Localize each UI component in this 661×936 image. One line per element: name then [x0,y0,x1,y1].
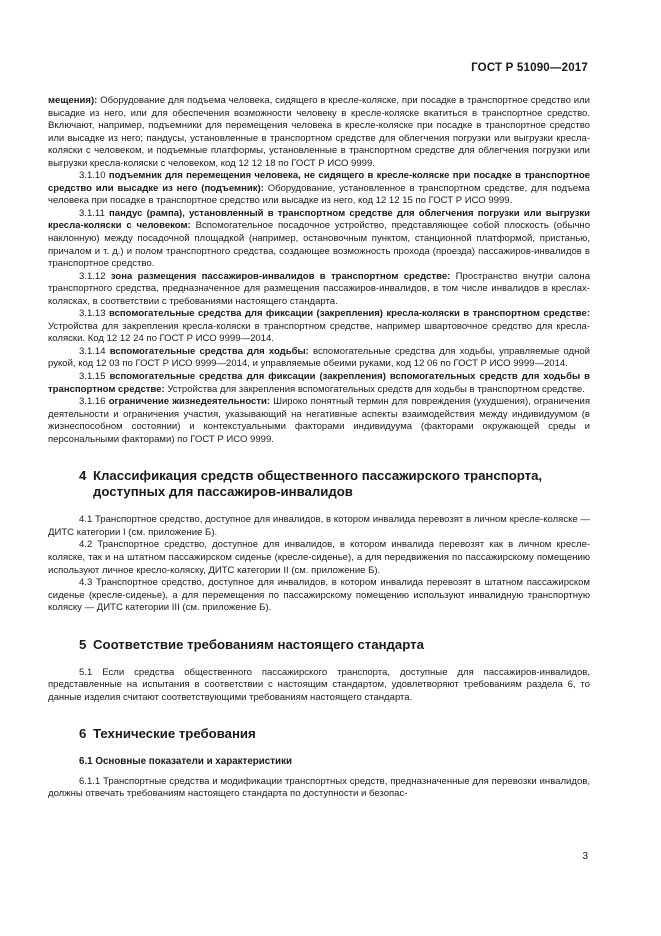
term: вспомогательные средства для ходьбы: [109,345,309,357]
term: ограничение жизнедеятельности: [108,396,271,408]
paragraph-3-1-13 [48,308,590,346]
clause-number: 3.1.11 [79,207,110,219]
definition: Вспомогательное посадочное устройство, представляющее собой плоскость (обычно наклонную) между посадочной площадкой (например, остановочным пунктом, станционной платформой, пристанью, причалом и т. д.) и полом транспортного средства, создающее возможность прохода (проезда) пассажиров-инвалидов в транспортное средство. [48,220,590,270]
clause-number: 3.1.14 [79,345,110,357]
paragraph-3-1-14 [48,346,590,371]
paragraph-4-3: 4.3 Транспортное средство, доступное для инвалидов, в котором инвалида перевозят в штатном пассажирском сиденье (кресле-сиденье), а для перемещения по пассажирскому помещению используют инвалидную транспортную коляску — ДИТС категории III (см. приложение Б). [48,577,590,614]
paragraph-3-1-10 [48,170,590,208]
term: мещения): [48,95,98,106]
definition: Оборудование для подъема человека, сидящего в кресле-коляске, при посадке в транспортное средство или высадке из него, или для обеспечения возможности человеку в кресле-коляске вкатиться в транспортное средство. Включают, например, подъемники для перемещения человека в кресле-коляске при посадке в транспортное средство или высадке из него; пандусы, установленные в транспортном средстве для облегчения погрузки или выгрузки кресла-коляски с человеком, и подъемные платформы, установленные в транспортном средстве для облегчения погрузки или выгрузки кресла-коляски с человеком, код 12 12 18 по ГОСТ Р ИСО 9999. [48,95,590,169]
clause-number: 3.1.10 [79,170,109,182]
term: вспомогательные средства для фиксации (закрепления) вспомогательных средств для ходьбы в транспортном средстве: [48,371,591,395]
section-number: 4 [79,468,87,484]
document-body [48,95,590,801]
section-title-line2: доступных для пассажиров-инвалидов [93,484,353,500]
clause-number: 3.1.15 [79,371,110,383]
paragraph-4-2: 4.2 Транспортное средство, доступное для инвалидов, в котором инвалида перевозят как в личном кресле-коляске, так и на штатном пассажирском сиденье (кресле-сиденье), а для передвижения по пассажирскому помещению используют личное кресло-коляску, ДИТС категории II (см. приложение Б). [48,539,590,576]
paragraph-3-1-11 [48,208,590,271]
section-title: Технические требования [93,726,256,742]
term: пандус (рампа), установленный в транспортном средстве для облегчения погрузки или выгрузки кресла-коляски с человеком: [48,207,590,232]
paragraph-5-1: 5.1 Если средства общественного пассажирского транспорта, доступные для пассажиров-инвалидов, представленные на испытания в соответствии с настоящим стандартом, удовлетворяют требованиям раздела 6, то данные изделия считают соответствующими требованиям настоящего стандарта. [48,666,590,703]
definition: Устройства для закрепления вспомогательных средств для ходьбы в транспортном средстве. [164,383,585,395]
page-number: 3 [582,851,588,862]
paragraph-3-1-16 [48,396,590,446]
term: зона размещения пассажиров-инвалидов в транспортном средстве: [110,270,451,282]
definition: Устройства для закрепления кресла-коляски в транспортном средстве, например швартовочное средство для кресла-коляски. Код 12 12 24 по ГОСТ Р ИСО 9999—2014. [48,320,590,345]
section-number: 6 [79,726,87,742]
clause-number: 3.1.13 [79,308,109,320]
paragraph-3-1-12 [48,271,590,309]
subsection-6-1-heading: 6.1 Основные показатели и характеристики [79,756,292,768]
definition: Оборудование, установленное в транспортном средстве, для подъема человека при посадке в транспортное средство или высадке из него, код 12 12 15 по ГОСТ Р ИСО 9999. [48,182,590,207]
section-title: Соответствие требованиям настоящего стандарта [93,636,424,652]
paragraph-6-1-1: 6.1.1 Транспортные средства и модификации транспортных средств, предназначенные для перевозки инвалидов, должны отвечать требованиям настоящего стандарта по доступности и безопас- [48,775,590,800]
clause-number: 3.1.12 [79,270,111,282]
definition: Пространство внутри салона транспортного средства, предназначенное для размещения пассажиров-инвалидов, в том числе инвалидов в креслах-колясках, в соответствии с требованиями настоящего стандарта. [48,270,591,307]
term: вспомогательные средства для фиксации (закрепления) кресла-коляски в транспортном средстве: [108,308,591,320]
definition: вспомогательные средства для ходьбы, управляемые одной рукой, код 12 03 по ГОСТ Р ИСО 9999—2014, и управляемые обеими руками, код 12 06 по ГОСТ Р ИСО 9999—2014. [48,345,591,370]
section-title-line1: Классификация средств общественного пассажирского транспорта, [93,468,543,484]
definition: Широко понятный термин для повреждения (ухудшения), ограничения деятельности и ограничения участия, указывающий на негативные аспекты взаимодействия между индивидуумом (в жизнеспособном состоянии) и контекстуальными факторами индивидуума (факторами окружающей среды и персональными факторами) по ГОСТ Р ИСО 9999. [48,396,591,445]
section-4-heading [79,468,590,500]
clause-number: 3.1.16 [79,396,109,408]
term: подъемник для перемещения человека, не сидящего в кресле-коляске при посадке в транспортное средство или высадке из него (подъемник): [48,170,590,194]
standard-id: ГОСТ Р 51090—2017 [471,62,588,74]
section-5-heading [79,637,590,653]
paragraph-4-1: 4.1 Транспортное средство, доступное для инвалидов, в котором инвалида перевозят в личном кресле-коляске — ДИТС категории I (см. приложение Б). [48,514,590,538]
section-number: 5 [79,636,87,652]
section-6-heading [79,726,590,742]
paragraph-3-1-15 [48,371,590,396]
paragraph-3-1-9-continued [48,95,590,170]
